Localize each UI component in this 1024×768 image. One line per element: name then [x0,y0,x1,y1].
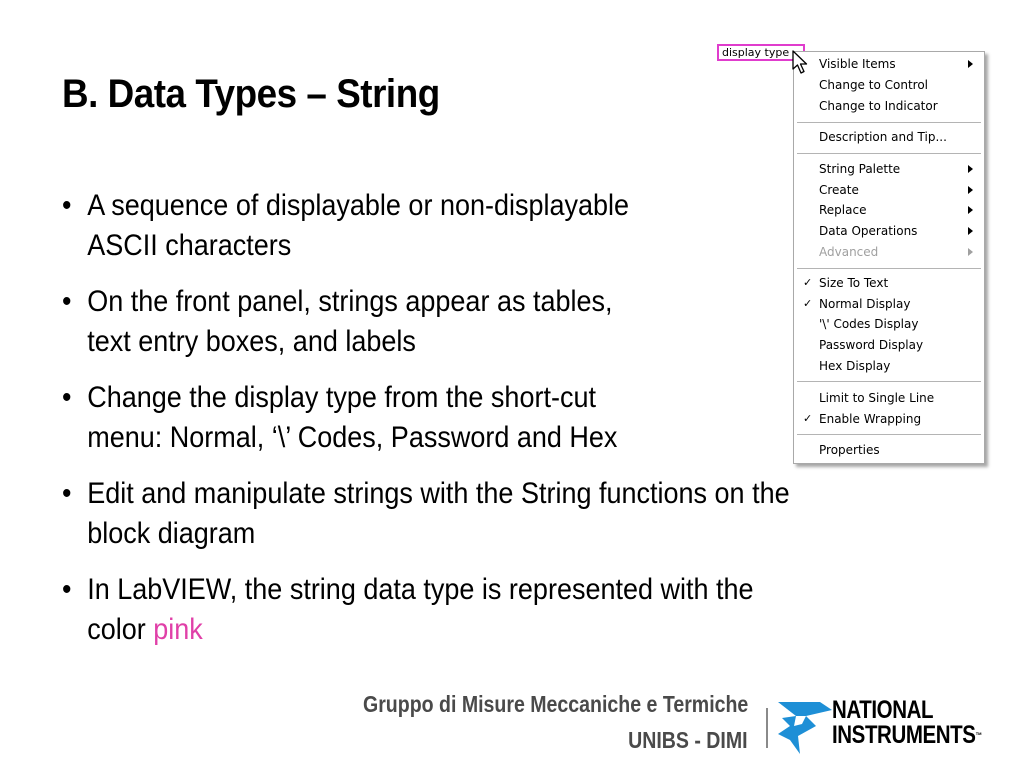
footer-institution: UNIBS - DIMI [628,727,748,753]
submenu-arrow-icon [968,165,973,173]
menu-item-visible-items[interactable]: Visible Items [794,54,984,74]
menu-separator [797,122,981,123]
footer-group-name: Gruppo di Misure Meccaniche e Termiche [362,691,748,717]
bullet-text: On the front panel, strings appear as tables, text entry boxes, and labels [87,285,613,358]
submenu-arrow-icon [968,60,973,68]
menu-item-limit-to-single-line[interactable]: Limit to Single Line [819,391,935,405]
bullet-marker: • [62,573,72,606]
bullet-marker: • [62,189,72,222]
menu-item-enable-wrapping[interactable]: ✓ Enable Wrapping [794,409,984,429]
menu-item-normal-display[interactable]: ✓ Normal Display [794,294,984,314]
bullet-text: A sequence of displayable or non-displayable ASCII characters [87,189,630,262]
menu-item-change-to-indicator[interactable]: Change to Indicator [819,99,938,113]
bullet-text: Edit and manipulate strings with the String functions on the block diagram [87,477,790,550]
check-icon: ✓ [803,297,813,310]
slide-title: B. Data Types – String [62,72,440,116]
menu-item-change-to-control[interactable]: Change to Control [819,78,928,92]
menu-separator [797,381,981,382]
submenu-arrow-icon [968,227,973,235]
shortcut-menu [793,51,985,464]
bullet-text: In LabVIEW, the string data type is represented with the color pink [87,573,754,646]
menu-item-replace[interactable]: Replace [794,200,984,220]
menu-item-codes-display[interactable]: '\' Codes Display [819,317,919,331]
check-icon: ✓ [803,412,813,425]
pink-word: pink [153,613,203,646]
bullet-marker: • [62,285,72,318]
menu-item-description-and-tip[interactable]: Description and Tip... [819,130,947,144]
menu-item-properties[interactable]: Properties [819,443,880,457]
national-instruments-logo-text: NATIONAL INSTRUMENTS™ [832,696,982,749]
bullet-marker: • [62,381,72,414]
mouse-pointer-icon [792,50,810,76]
menu-item-hex-display[interactable]: Hex Display [819,359,891,373]
menu-item-create[interactable]: Create [794,180,984,200]
display-type-label[interactable]: display type [717,44,805,61]
bullet-text: Change the display type from the short-cut menu: Normal, ‘\’ Codes, Password and Hex [87,381,618,454]
menu-item-data-operations[interactable]: Data Operations [794,221,984,241]
menu-item-advanced: Advanced [794,242,984,262]
submenu-arrow-icon [968,186,973,194]
menu-item-string-palette[interactable]: String Palette [794,159,984,179]
submenu-arrow-icon [968,206,973,214]
footer-divider [766,708,768,748]
menu-item-size-to-text[interactable]: ✓ Size To Text [794,273,984,293]
menu-separator [797,268,981,269]
menu-separator [797,153,981,154]
check-icon: ✓ [803,276,813,289]
submenu-arrow-icon [968,248,973,256]
national-instruments-eagle-logo-icon [776,696,840,760]
bullet-marker: • [62,477,72,510]
menu-separator [797,434,981,435]
menu-item-password-display[interactable]: Password Display [819,338,924,352]
